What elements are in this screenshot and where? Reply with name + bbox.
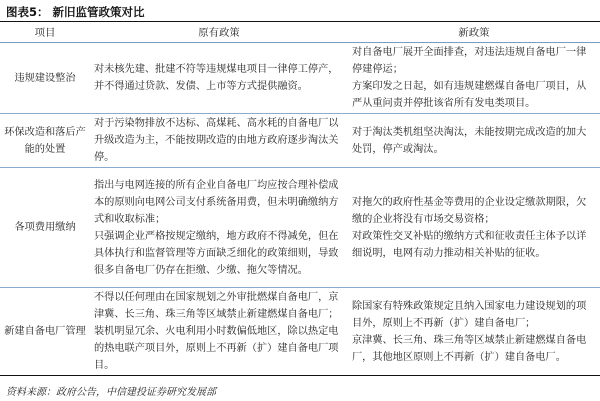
figure-title-text: 新旧监管政策对比: [52, 5, 145, 19]
header-old-policy: 原有政策: [90, 24, 348, 43]
new-policy-text: 除国家有特殊政策规定且纳入国家电力建设规划的项目外，原则上不再新（扩）建自备电厂；: [352, 300, 587, 329]
old-policy-text: 指出与电网连接的所有企业自备电厂均应按合理补偿成本的原则向电网公司支付系统备用费，但未明确缴纳方式和收取标准；: [94, 179, 339, 225]
header-item: 项目: [0, 24, 90, 43]
new-policy-cell: [348, 168, 600, 288]
figure-label: 图表5：: [6, 5, 49, 19]
table-row: [0, 288, 600, 376]
old-policy-cell: [90, 288, 348, 376]
row-item: 新建自备电厂管理: [0, 288, 90, 376]
new-policy-text: 方案印发之日起，如有违规建燃煤自备电厂项目，从严从重问责并停批该省所有发电类项目。: [352, 81, 587, 109]
row-item: 违规建设整治: [0, 43, 90, 114]
old-policy-text: 装机明显冗余、火电利用小时数偏低地区，除以热定电的热电联产项目外，原则上不再新（扩）建自备电厂项目。: [94, 326, 339, 371]
row-item: 各项费用缴纳: [0, 168, 90, 288]
row-item: 环保改造和落后产能的处置: [0, 114, 90, 168]
new-policy-text: 对于淘汰类机组坚决淘汰，未能按期完成改造的加大处罚，停产或淘汰。: [352, 126, 587, 155]
source-note: 资料来源：政府公告，中信建投证券研究发展部: [6, 387, 216, 398]
policy-comparison-table: [0, 24, 600, 376]
new-policy-text: 对拖欠的政府性基金等费用的企业设定缴款期限，欠缴的企业将没有市场交易资格；: [352, 196, 587, 225]
new-policy-text: 对政策性交叉补贴的缴纳方式和征收责任主体予以详细说明，电网有动力推动相关补贴的征收。: [352, 230, 587, 259]
new-policy-cell: [348, 43, 600, 114]
table-header-row: [0, 24, 600, 43]
old-policy-cell: [90, 43, 348, 114]
new-policy-text: 对自备电厂展开全面排查，对违法违规自备电厂一律停建停运；: [352, 47, 587, 75]
old-policy-cell: [90, 114, 348, 168]
table-row: [0, 168, 600, 288]
table-row: [0, 43, 600, 114]
table-row: [0, 114, 600, 168]
old-policy-cell: [90, 168, 348, 288]
new-policy-cell: [348, 114, 600, 168]
header-new-policy: 新政策: [348, 24, 600, 43]
old-policy-text: 对于污染物排放不达标、高煤耗、高水耗的自备电厂以升级改造为主，不能按期改造的由地方政府逐步淘汰关停。: [94, 118, 339, 163]
old-policy-text: 对未核先建、批建不符等违规煤电项目一律停工停产，并不得通过贷款、发债、上市等方式提供融资。: [94, 64, 339, 92]
old-policy-text: 不得以任何理由在国家规划之外审批燃煤自备电厂，京津冀、长三角、珠三角等区域禁止新建燃煤自备电厂；: [94, 292, 339, 320]
new-policy-text: 京津冀、长三角、珠三角等区域禁止新建燃煤自备电厂，其他地区原则上不再新（扩）建自备电厂。: [352, 334, 587, 363]
old-policy-text: 只强调企业严格按规定缴纳，地方政府不得减免，但在具体执行和监督管理等方面缺乏细化的政策细则，导致很多自备电厂仍存在拒缴、少缴、拖欠等情况。: [94, 230, 339, 276]
figure-title: [0, 0, 600, 22]
new-policy-cell: [348, 288, 600, 376]
